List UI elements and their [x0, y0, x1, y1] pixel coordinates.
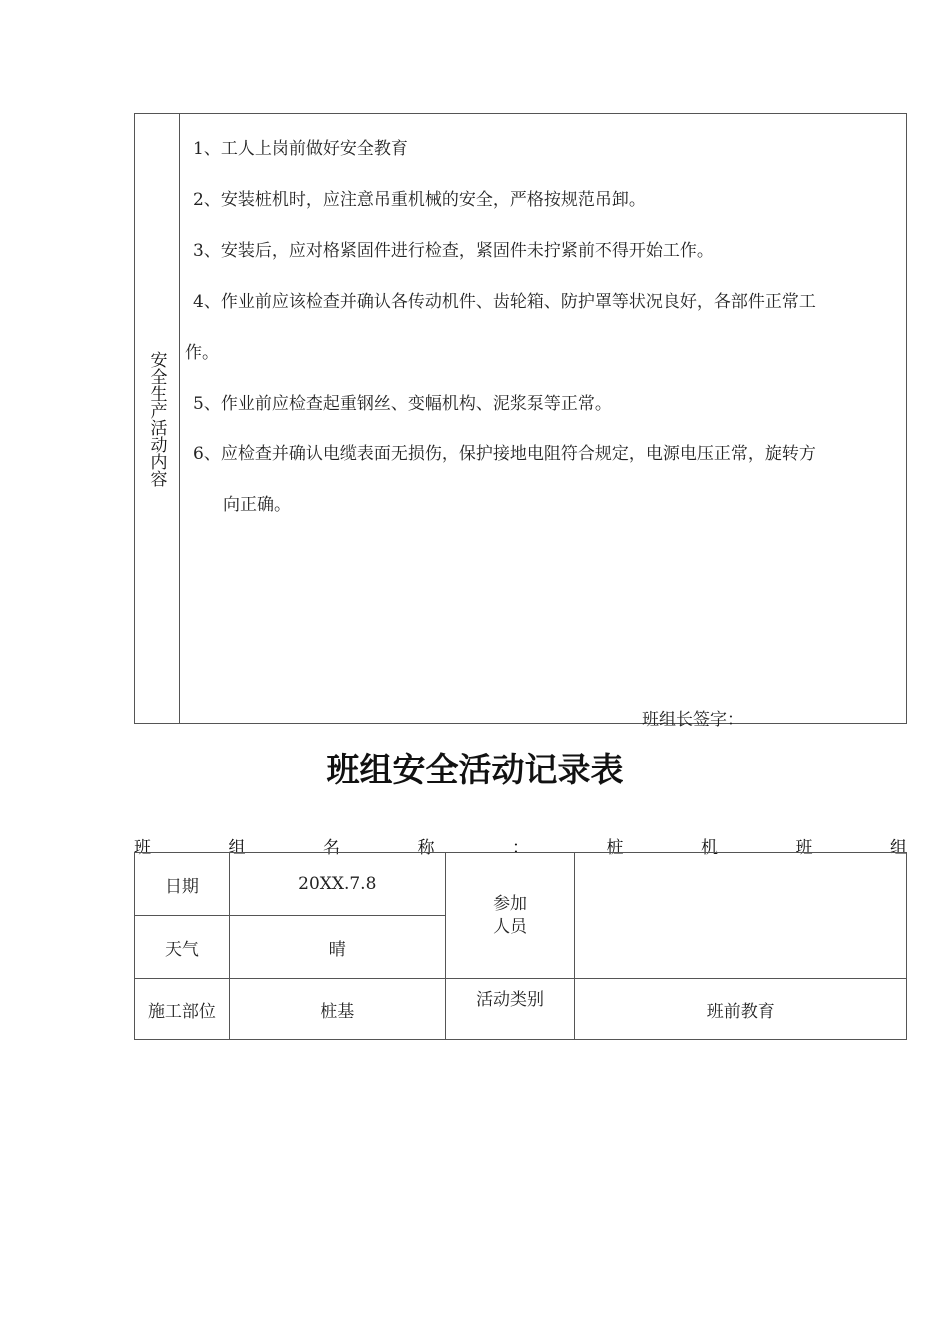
team-line-char: 组 [890, 838, 907, 858]
weather-value[interactable]: 晴 [229, 916, 445, 979]
content-item-2: 2、安装桩机时，应注意吊重机械的安全，严格按规范吊卸。 [193, 190, 646, 210]
team-line-char: 班 [134, 838, 151, 858]
content-item-5: 5、作业前应检查起重钢丝、变幅机构、泥浆泵等正常。 [193, 394, 612, 414]
content-item-1: 1、工人上岗前做好安全教育 [193, 139, 408, 159]
table-row [135, 979, 907, 1040]
table-row [135, 853, 907, 916]
date-value[interactable]: 20XX.7.8 [229, 853, 445, 916]
team-line-char: 班 [795, 838, 813, 858]
content-item-4-cont: 作。 [185, 343, 219, 363]
participants-value[interactable] [575, 853, 907, 979]
team-line-char: 称 [417, 838, 435, 858]
team-line-char: 机 [701, 838, 718, 858]
side-label: 安全生产活动内容 [146, 350, 167, 487]
participants-label: 参加 人员 [445, 853, 575, 979]
site-value[interactable]: 桩基 [229, 979, 445, 1040]
content-item-3: 3、安装后，应对格紧固件进行检查，紧固件未拧紧前不得开始工作。 [193, 241, 714, 261]
team-line-char: ： [512, 838, 529, 858]
team-name-line [134, 833, 907, 858]
team-line-char: 组 [228, 838, 246, 858]
content-item-6: 6、应检查并确认电缆表面无损伤，保护接地电阻符合规定，电源电压正常，旋转方 [193, 444, 816, 464]
form-title: 班组安全活动记录表 [326, 750, 624, 789]
column-divider [179, 114, 180, 723]
team-line-char: 桩 [606, 838, 624, 858]
content-item-4: 4、作业前应该检查并确认各传动机件、齿轮箱、防护罩等状况良好，各部件正常工 [193, 292, 816, 312]
date-label: 日期 [135, 853, 230, 916]
activity-record-table [134, 852, 907, 1040]
side-label-cell [135, 114, 179, 723]
team-leader-signature-label: 班组长签字： [642, 710, 744, 730]
content-item-6-cont: 向正确。 [223, 495, 291, 515]
team-line-char: 名 [323, 838, 340, 858]
weather-label: 天气 [135, 916, 230, 979]
activity-type-value[interactable]: 班前教育 [575, 979, 907, 1040]
activity-content-frame [134, 113, 907, 730]
site-label: 施工部位 [135, 979, 230, 1040]
activity-type-label: 活动类别 [445, 979, 575, 1040]
